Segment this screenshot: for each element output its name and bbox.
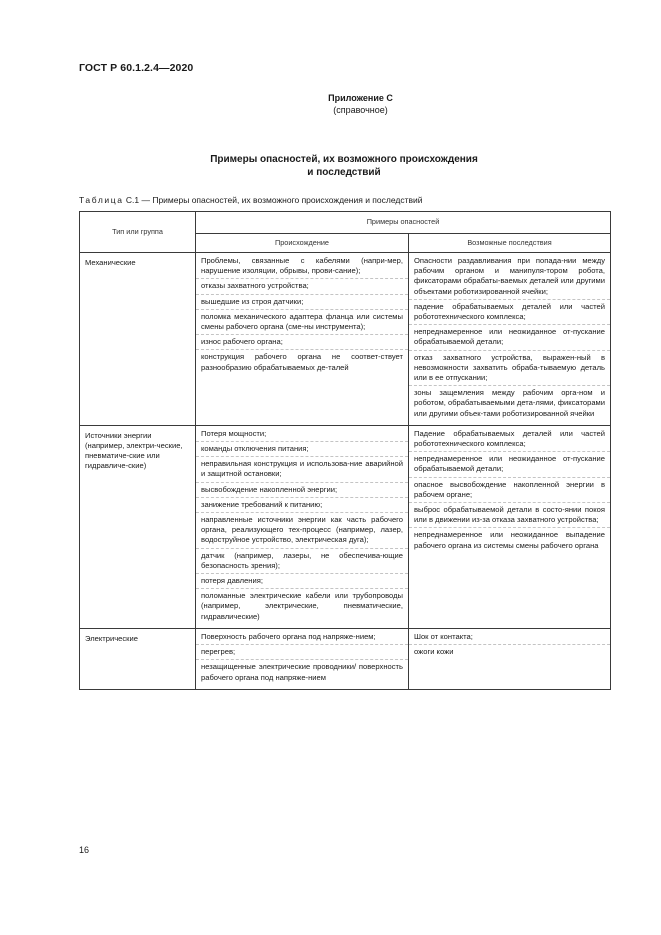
origin-cell	[196, 628, 409, 689]
page-number: 16	[79, 845, 90, 855]
origin-item: занижение требований к питанию;	[196, 498, 408, 513]
origin-item: потеря давления;	[196, 574, 408, 589]
origin-item: неправильная конструкция и использова-ние аварийной и защитной остановки;	[196, 457, 408, 482]
origin-item: поломанные электрические кабели или трубопроводы (например, электрические, пневматические, гидравлические)	[201, 591, 403, 621]
origin-item: конструкция рабочего органа не соответ-ствует разнообразию обрабатываемых де-талей	[201, 352, 403, 372]
consequence-item: непреднамеренное или неожиданное от-пускание обрабатываемой детали;	[409, 325, 610, 350]
consequence-cell	[409, 425, 611, 628]
origin-item: датчик (например, лазеры, не обеспечива-ющие безопасность зрения);	[196, 549, 408, 574]
consequence-item: ожоги кожи	[414, 647, 454, 657]
origin-item: отказы захватного устройства;	[196, 279, 408, 294]
origin-item: Потеря мощности;	[196, 429, 408, 442]
appendix-block	[0, 93, 661, 116]
table-body	[80, 253, 611, 690]
section-heading	[79, 153, 609, 179]
section-heading-line-1: Примеры опасностей, их возможного происхождения	[210, 154, 478, 165]
consequence-item: Шок от контакта;	[409, 632, 610, 645]
consequence-cell	[409, 253, 611, 426]
consequence-item: Опасности раздавливания при попада-нии между рабочим органом и манипуля-тором робота, фиксаторами обрабаты-ваемых деталей или другими объектами роботизированной ячейки;	[409, 256, 610, 300]
document-code: ГОСТ Р 60.1.2.4—2020	[79, 62, 194, 74]
origin-item: направленные источники энергии как часть рабочего органа, реализующего тех-процесс (например, лазер, водоструйное устройство, электрическая дуга);	[196, 513, 408, 549]
hazard-type-cell: Электрические	[80, 628, 196, 689]
hazard-type-cell: Источники энергии (например, электри-ческие, пневматиче-ские или гидравличе-ские)	[80, 425, 196, 628]
consequence-item: непреднамеренное или неожиданное от-пускание обрабатываемой детали;	[409, 452, 610, 477]
hazard-type-cell: Механические	[80, 253, 196, 426]
consequence-item: зоны защемления между рабочим орга-ном и роботом, обрабатываемыми дета-лями, фиксаторами или другими объек-тами роботизированной ячейки	[414, 388, 606, 418]
appendix-subtitle: (справочное)	[333, 104, 388, 115]
origin-cell	[196, 253, 409, 426]
consequence-cell	[409, 628, 611, 689]
section-heading-line-2: и последствий	[307, 167, 381, 178]
header-examples: Примеры опасностей	[196, 212, 611, 234]
origin-item: незащищенные электрические проводники/ поверхность рабочего органа под напряже-нием	[201, 662, 403, 682]
consequence-item: Падение обрабатываемых деталей или частей робототехнического комплекса;	[409, 429, 610, 452]
origin-cell	[196, 425, 409, 628]
table-row	[80, 628, 611, 689]
origin-item: Поверхность рабочего органа под напряже-нием;	[196, 632, 408, 645]
table-caption-text: С.1 — Примеры опасностей, их возможного происхождения и последствий	[123, 195, 423, 205]
origin-item: износ рабочего органа;	[196, 335, 408, 350]
origin-item: Проблемы, связанные с кабелями (напри-мер, нарушение изоляции, обрывы, прови-сание);	[196, 256, 408, 279]
consequence-item: отказ захватного устройства, выражен-ный в невозможности захватить обраба-тываемую деталь или в ее отпускании;	[409, 351, 610, 387]
table-row	[80, 425, 611, 628]
consequence-item: опасное высвобождение накопленной энергии в рабочем органе;	[409, 478, 610, 503]
origin-item: команды отключения питания;	[196, 442, 408, 457]
origin-item: поломка механического адаптера фланца или системы смены рабочего органа (сме-ны инструмента);	[196, 310, 408, 335]
table-caption-label: Таблица	[79, 195, 124, 205]
header-consequences: Возможные последствия	[409, 233, 611, 252]
origin-item: высвобождение накопленной энергии;	[196, 483, 408, 498]
header-origin: Происхождение	[196, 233, 409, 252]
consequence-item: непреднамеренное или неожиданное выпадение рабочего органа из системы смены рабочего органа	[414, 530, 606, 550]
consequence-item: падение обрабатываемых деталей или частей робототехнического комплекса;	[409, 300, 610, 325]
table-caption	[79, 195, 423, 205]
origin-item: вышедшие из строя датчики;	[196, 295, 408, 310]
hazards-table	[79, 211, 611, 690]
consequence-item: выброс обрабатываемой детали в состо-янии покоя или в движении из-за отказа захватного устройства;	[409, 503, 610, 528]
appendix-title: Приложение С	[328, 93, 393, 103]
origin-item: перегрев;	[196, 645, 408, 660]
table-row	[80, 253, 611, 426]
header-type: Тип или группа	[80, 212, 196, 253]
